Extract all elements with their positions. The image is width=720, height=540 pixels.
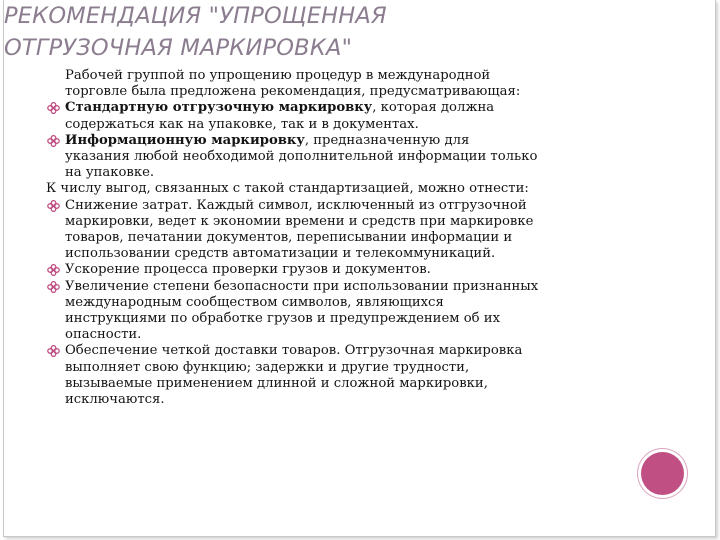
benefit-3-line-2: международным сообществом символов, являющихся [65, 294, 444, 310]
item2-rest: , предназначенную для [304, 132, 470, 148]
item2-bold: Информационную маркировку [65, 132, 305, 148]
bullet-icon [47, 200, 60, 212]
benefit-1-line-4: использовании средств автоматизации и телекоммуникаций. [65, 246, 496, 262]
benefit-1-line-3: товаров, печатании документов, переписывании информации и [65, 230, 513, 246]
benefit-4-line-2: выполняет свою функцию; задержки и другие трудности, [65, 359, 470, 375]
benefit-1-line-2: маркировки, ведет к экономии времени и средств при маркировке [65, 213, 534, 229]
benefits-intro-text: К числу выгод, связанных с такой стандартизацией, можно отнести: [46, 181, 529, 197]
intro-line-1: Рабочей группой по упрощению процедур в международной [65, 68, 491, 83]
benefit-3-line-3: инструкциями по обработке грузов и предупреждением об их [65, 311, 501, 327]
decorative-circle [641, 452, 684, 495]
list-item [46, 198, 616, 263]
bullet-icon [47, 264, 60, 276]
item2-line-2: указания любой необходимой дополнительной информации только [65, 149, 538, 165]
bullet-icon [47, 135, 60, 147]
item1-rest: , которая должна [372, 100, 495, 116]
item1-bold: Стандартную отгрузочную маркировку [65, 100, 373, 116]
title-line-2: ОТГРУЗОЧНАЯ МАРКИРОВКА" [4, 35, 353, 61]
benefit-4-line-4: исключаются. [65, 392, 165, 408]
slide-body [46, 68, 616, 408]
bullet-icon [47, 281, 60, 293]
slide-title [4, 0, 604, 64]
intro-paragraph [46, 68, 616, 100]
title-line-1: РЕКОМЕНДАЦИЯ "УПРОЩЕННАЯ [4, 3, 387, 29]
benefit-3-line-1: Увеличение степени безопасности при использовании признанных [65, 278, 539, 294]
bullet-icon [47, 102, 60, 114]
benefit-1-line-1: Снижение затрат. Каждый символ, исключенный из отгрузочной [65, 197, 527, 213]
list-item [46, 262, 616, 278]
benefit-4-line-3: вызываемые применением длинной и сложной маркировки, [65, 375, 488, 391]
item1-line-2: содержаться как на упаковке, так и в документах. [65, 116, 419, 132]
item2-line-3: на упаковке. [65, 165, 155, 181]
list-item [46, 133, 616, 182]
bullet-icon [47, 345, 60, 357]
list-item [46, 343, 616, 408]
benefit-2-line-1: Ускорение процесса проверки грузов и документов. [65, 262, 431, 278]
intro-line-2: торговле была предложена рекомендация, предусматривающая: [65, 84, 521, 100]
list-item [46, 100, 616, 132]
benefit-3-line-4: опасности. [65, 327, 142, 343]
list-item [46, 279, 616, 344]
benefits-intro [46, 181, 616, 197]
benefit-4-line-1: Обеспечение четкой доставки товаров. Отгрузочная маркировка [65, 343, 523, 359]
